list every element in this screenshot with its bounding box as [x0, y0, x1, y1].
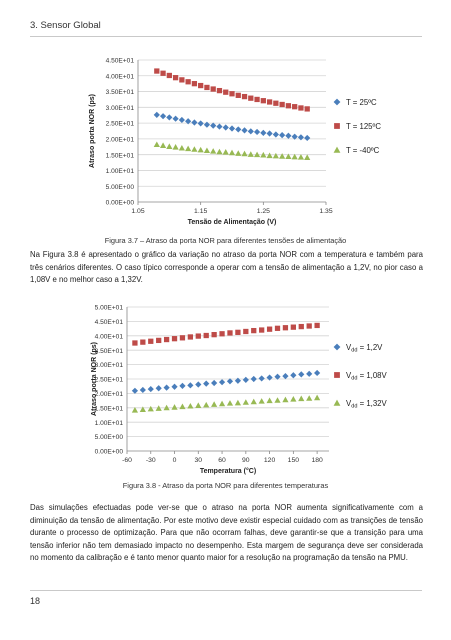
fig38-series2-point — [219, 331, 224, 336]
fig38-series3-point — [171, 404, 177, 410]
fig38-series2-point — [196, 333, 201, 338]
fig37-y-tick-label: 4.50E+01 — [105, 57, 134, 65]
fig38-series1-point — [179, 383, 185, 389]
fig38-x-tick-label: 60 — [218, 457, 226, 464]
fig38-series3-point — [195, 402, 201, 408]
fig37-legend-marker-2 — [334, 123, 340, 129]
fig38-series1-point — [298, 371, 304, 377]
fig37-series3-point — [191, 146, 197, 152]
fig38-series3-point — [219, 401, 225, 407]
fig38-series2-point — [227, 330, 232, 335]
fig38-series2-point — [148, 339, 153, 344]
fig38-series3-point — [203, 402, 209, 408]
fig37-series3-point — [304, 154, 310, 160]
fig38-series2-point — [235, 330, 240, 335]
fig37-series1-point — [173, 116, 179, 122]
fig38-series1-point — [259, 375, 265, 381]
fig38-series3-point — [282, 397, 288, 403]
fig37-series1-point — [229, 125, 235, 131]
fig38-y-tick-label: 2.50E+01 — [94, 376, 123, 384]
fig37-series1-point — [279, 132, 285, 138]
fig38-series2-point — [156, 338, 161, 343]
fig37-series1-point — [260, 130, 266, 136]
fig38-x-tick-label: -30 — [145, 457, 156, 464]
fig37-series1-point — [267, 130, 273, 136]
temperature-delay-chart — [0, 298, 451, 480]
fig37-series2-point — [167, 73, 172, 78]
fig37-y-tick-label: 2.00E+01 — [105, 136, 134, 144]
fig37-series2-point — [185, 79, 190, 84]
chapter-header: 3. Sensor Global — [30, 20, 101, 31]
fig38-series3-point — [306, 395, 312, 401]
fig37-series2-point — [236, 93, 241, 98]
fig38-series2-point — [188, 334, 193, 339]
fig37-y-tick-label: 4.00E+01 — [105, 73, 134, 81]
fig37-legend-label-2: T = 125ºC — [346, 122, 381, 131]
fig38-y-tick-label: 2.00E+01 — [94, 391, 123, 398]
fig38-series1-point — [282, 373, 288, 379]
fig37-series2-point — [217, 88, 222, 93]
fig37-series1-point — [179, 117, 185, 123]
fig38-legend-marker-1 — [334, 344, 341, 351]
fig37-series1-point — [191, 119, 197, 125]
fig38-series3-point — [251, 399, 257, 405]
fig38-x-tick-label: 150 — [287, 457, 300, 464]
fig37-series1-point — [204, 122, 210, 128]
fig38-y-tick-label: 1.00E+01 — [94, 419, 123, 427]
fig38-series1-point — [219, 379, 225, 385]
fig38-series3-point — [243, 399, 249, 405]
fig37-series3-point — [166, 143, 172, 149]
fig38-x-tick-label: -60 — [122, 457, 132, 464]
fig37-series3-point — [185, 146, 191, 152]
fig38-series2-point — [172, 336, 177, 341]
fig38-series2-point — [275, 326, 280, 331]
fig38-x-tick-label: 180 — [311, 457, 323, 464]
fig37-x-tick-label: 1.25 — [256, 208, 270, 215]
fig38-series2-point — [251, 328, 256, 333]
footer-rule — [30, 590, 422, 591]
fig37-series1-point — [304, 135, 310, 141]
fig37-series1-point — [166, 114, 172, 120]
fig37-series3-point — [198, 147, 204, 153]
fig37-series2-point — [204, 85, 209, 90]
fig37-series3-point — [235, 150, 241, 156]
fig37-series2-point — [223, 90, 228, 95]
figure-3-8-caption: Figura 3.8 - Atraso da porta NOR para diferentes temperaturas — [122, 481, 329, 490]
fig38-series3-point — [274, 397, 280, 403]
fig38-series2-point — [259, 327, 264, 332]
fig38-y-tick-label: 3.50E+01 — [94, 347, 123, 355]
fig37-series3-point — [248, 151, 254, 157]
fig37-series1-point — [223, 124, 229, 130]
fig38-legend-label-2: $V_{dd} = 1,08V$ — [346, 371, 387, 382]
fig37-series1-point — [235, 126, 241, 132]
fig38-series2-point — [132, 340, 137, 345]
page-number: 18 — [30, 596, 41, 606]
fig37-series3-point — [173, 144, 179, 150]
fig38-series3-point — [227, 400, 233, 406]
fig38-series1-point — [211, 380, 217, 386]
fig37-series2-point — [242, 94, 247, 99]
figure-3-7-caption: Figura 3.7 – Atraso da porta NOR para diferentes tensões de alimentação — [104, 236, 347, 245]
fig37-legend-label-1: T = 25ºC — [346, 98, 377, 107]
fig37-series2-point — [286, 103, 291, 108]
fig37-y-tick-label: 3.50E+01 — [105, 89, 134, 97]
fig37-series3-point — [216, 149, 222, 155]
fig37-series2-point — [305, 106, 310, 111]
fig37-series1-point — [254, 129, 260, 135]
fig37-series2-point — [298, 105, 303, 110]
fig38-series1-point — [306, 371, 312, 377]
fig37-series2-point — [273, 101, 278, 106]
fig38-series1-point — [156, 385, 162, 391]
fig38-series3-point — [290, 396, 296, 402]
fig38-series3-point — [314, 395, 320, 401]
fig38-legend-marker-2 — [334, 372, 340, 378]
fig38-series2-point — [291, 325, 296, 330]
fig37-series1-point — [198, 120, 204, 126]
fig37-y-tick-label: 5.00E+00 — [105, 183, 134, 191]
fig37-y-tick-label: 1.00E+01 — [105, 168, 134, 176]
fig37-legend-marker-1 — [334, 99, 341, 106]
fig38-series1-point — [140, 387, 146, 393]
fig37-series1-point — [298, 134, 304, 140]
fig38-series3-point — [140, 406, 146, 412]
fig37-series1-point — [160, 113, 166, 119]
paragraph-conclusion: Das simulações efectuadas pode ver-se que o atraso na porta NOR aumenta significativamente com a diminuição da tensão de alimentação. Por este motivo deve existir especial cuidado com as transições de tensão durante o processo de optimização. Para que não ocorram falhas, deve garantir-se que a transição para uma tensão inferior não tem demasiado impacto no desempenho. Esta margem de segurança deve ser considerada no momento da calibração e é tanto menor quanto maior for a resolução na programação da tensão na PMU. — [30, 503, 423, 563]
fig37-series3-point — [210, 148, 216, 154]
fig37-series3-point — [267, 153, 273, 159]
fig37-x-axis-title: Tensão de Alimentação (V) — [187, 219, 277, 226]
fig38-series1-point — [195, 381, 201, 387]
fig38-series1-point — [164, 385, 170, 391]
fig38-series3-point — [235, 400, 241, 406]
fig38-legend-marker-3 — [334, 400, 341, 406]
fig37-y-tick-label: 2.50E+01 — [105, 120, 134, 128]
fig37-series2-point — [279, 102, 284, 107]
fig38-series3-point — [187, 403, 193, 409]
fig38-series2-point — [180, 335, 185, 340]
fig38-series2-point — [243, 329, 248, 334]
fig38-series2-point — [314, 323, 319, 328]
fig38-series3-point — [266, 398, 272, 404]
fig38-series3-point — [148, 406, 154, 412]
fig37-series2-point — [179, 77, 184, 82]
fig38-x-tick-label: 90 — [242, 457, 250, 464]
fig38-series2-point — [212, 332, 217, 337]
fig37-series2-point — [154, 68, 159, 73]
fig37-legend-label-3: T = -40ºC — [346, 146, 380, 155]
fig38-series3-point — [298, 395, 304, 401]
fig38-series2-point — [140, 340, 145, 345]
paragraph-figure-3-8-intro: Na Figura 3.8 é apresentado o gráfico da variação no atraso da porta NOR com a temperatura e também para três cenários diferentes. O caso típico corresponde a operar com a tensão de alimentação a 1,2V, no pior caso a 1,08V e no melhor caso a 1,32V. — [30, 250, 423, 285]
fig37-series3-point — [154, 141, 160, 147]
fig38-series1-point — [132, 388, 138, 394]
fig38-series1-point — [235, 378, 241, 384]
fig38-series1-point — [243, 377, 249, 383]
fig37-series2-point — [254, 97, 259, 102]
fig37-series3-point — [179, 145, 185, 151]
header-rule — [30, 36, 422, 37]
fig38-series1-point — [314, 370, 320, 376]
voltage-delay-chart — [0, 52, 451, 227]
fig38-x-tick-label: 30 — [194, 457, 203, 464]
fig38-x-tick-label: 0 — [172, 457, 177, 464]
fig37-series2-point — [192, 81, 197, 86]
fig37-series2-point — [160, 71, 165, 76]
fig37-y-tick-label: 1.50E+01 — [105, 152, 134, 160]
fig37-series3-point — [229, 150, 235, 156]
fig37-series3-point — [241, 151, 247, 157]
fig37-x-tick-label: 1.35 — [319, 208, 333, 215]
fig37-series1-point — [216, 123, 222, 129]
fig38-series1-point — [266, 374, 272, 380]
fig37-x-tick-label: 1.05 — [131, 208, 145, 215]
fig37-y-tick-label: 3.00E+01 — [105, 104, 134, 112]
fig38-y-tick-label: 5.00E+01 — [94, 304, 123, 312]
fig38-y-tick-label: 1.50E+01 — [94, 405, 123, 413]
fig37-series1-point — [154, 112, 160, 118]
fig37-series1-point — [273, 131, 279, 137]
fig38-y-tick-label: 5.00E+00 — [94, 434, 123, 442]
fig38-series3-point — [179, 404, 185, 410]
fig38-series2-point — [164, 337, 169, 342]
fig38-series1-point — [187, 382, 193, 388]
fig38-y-tick-label: 4.00E+01 — [94, 333, 123, 341]
fig38-y-tick-label: 0.00E+00 — [94, 448, 123, 456]
fig37-series2-point — [229, 91, 234, 96]
fig38-series3-point — [211, 401, 217, 407]
fig37-legend-marker-3 — [334, 147, 341, 153]
fig37-series2-point — [292, 104, 297, 109]
fig38-series1-point — [290, 372, 296, 378]
fig37-y-tick-label: 0.00E+00 — [105, 199, 134, 207]
fig38-y-tick-label: 4.50E+01 — [94, 319, 123, 326]
fig37-series3-point — [273, 153, 279, 159]
fig37-series2-point — [198, 83, 203, 88]
fig37-series1-point — [248, 128, 254, 134]
fig38-series2-point — [267, 327, 272, 332]
fig38-y-axis-title: Atraso porta NOR (ps) — [91, 342, 98, 416]
fig37-series3-point — [223, 149, 229, 155]
fig38-series1-point — [171, 384, 177, 390]
fig38-legend-label-3: $V_{dd} = 1,32V$ — [346, 399, 387, 410]
fig37-series2-point — [173, 75, 178, 80]
fig37-series2-point — [211, 86, 216, 91]
fig38-series2-point — [307, 323, 312, 328]
fig38-legend-label-1: $V_{dd} = 1,2V$ — [346, 343, 383, 354]
fig38-series1-point — [203, 381, 209, 387]
fig37-series1-point — [241, 127, 247, 133]
fig37-series2-point — [261, 98, 266, 103]
fig38-series1-point — [251, 376, 257, 382]
fig38-x-tick-label: 120 — [263, 457, 276, 464]
fig37-series3-point — [160, 142, 166, 148]
fig37-series3-point — [204, 147, 210, 153]
fig38-series3-point — [259, 398, 265, 404]
fig38-series2-point — [283, 325, 288, 330]
fig37-series1-point — [285, 133, 291, 139]
fig37-series3-point — [279, 153, 285, 159]
fig38-series1-point — [148, 386, 154, 392]
fig38-y-tick-label: 3.00E+01 — [94, 362, 123, 370]
fig38-series2-point — [204, 333, 209, 338]
fig37-y-axis-title: Atraso porta NOR (ps) — [89, 94, 96, 168]
fig37-series2-point — [267, 99, 272, 104]
fig38-x-axis-title: Temperatura (°C) — [199, 468, 257, 475]
fig37-series2-point — [248, 96, 253, 101]
fig37-x-tick-label: 1.15 — [194, 208, 208, 215]
fig38-series2-point — [299, 324, 304, 329]
